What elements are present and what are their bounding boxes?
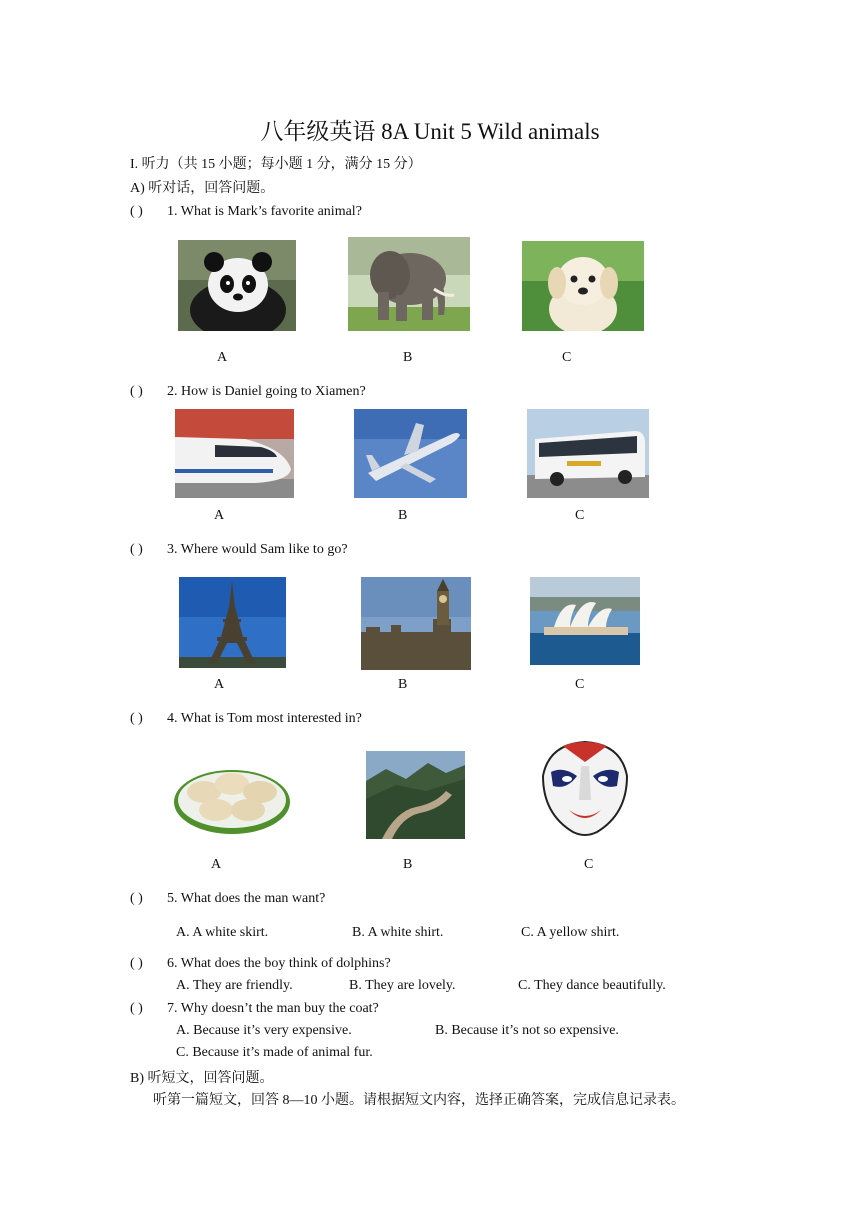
answer-blank-1[interactable]: ( ) — [130, 204, 143, 219]
question-1: 1. What is Mark’s favorite animal? — [167, 204, 362, 219]
part-b-instruction: 听第一篇短文，回答 8—10 小题。请根据短文内容，选择正确答案，完成信息记录表。 — [153, 1093, 685, 1108]
question-7: 7. Why doesn’t the man buy the coat? — [167, 1001, 379, 1016]
option-label: A — [211, 857, 222, 872]
answer-blank-7[interactable]: ( ) — [130, 1001, 143, 1016]
option-text: B. Because it’s not so expensive. — [435, 1023, 619, 1038]
question-2: 2. How is Daniel going to Xiamen? — [167, 384, 366, 399]
part-b-heading: B) 听短文，回答问题。 — [130, 1071, 274, 1086]
puppy-icon[interactable] — [522, 241, 644, 331]
option-text: C. Because it’s made of animal fur. — [176, 1045, 373, 1060]
answer-blank-6[interactable]: ( ) — [130, 956, 143, 971]
eiffel-tower-icon[interactable] — [179, 577, 286, 668]
option-text: A. They are friendly. — [176, 978, 293, 993]
answer-blank-5[interactable]: ( ) — [130, 891, 143, 906]
option-label: B — [403, 857, 413, 872]
option-label: A — [214, 508, 225, 523]
question-4: 4. What is Tom most interested in? — [167, 711, 362, 726]
option-label: A — [217, 350, 228, 365]
answer-blank-2[interactable]: ( ) — [130, 384, 143, 399]
option-text: C. They dance beautifully. — [518, 978, 666, 993]
option-text: C. A yellow shirt. — [521, 925, 620, 940]
option-label: B — [398, 508, 408, 523]
sydney-opera-house-icon[interactable] — [530, 577, 640, 665]
option-label: B — [398, 677, 408, 692]
option-label: C — [562, 350, 572, 365]
answer-blank-3[interactable]: ( ) — [130, 542, 143, 557]
option-text: A. A white skirt. — [176, 925, 269, 940]
question-6: 6. What does the boy think of dolphins? — [167, 956, 391, 971]
option-label: A — [214, 677, 225, 692]
question-5: 5. What does the man want? — [167, 891, 326, 906]
high-speed-train-icon[interactable] — [175, 409, 294, 498]
option-label: C — [575, 677, 585, 692]
airplane-icon[interactable] — [354, 409, 467, 498]
option-text: B. They are lovely. — [349, 978, 456, 993]
bus-icon[interactable] — [527, 409, 649, 498]
section-heading: I. 听力（共 15 小题；每小题 1 分，满分 15 分） — [130, 157, 422, 172]
answer-blank-4[interactable]: ( ) — [130, 711, 143, 726]
option-label: C — [584, 857, 594, 872]
option-text: A. Because it’s very expensive. — [176, 1023, 352, 1038]
elephant-icon[interactable] — [348, 237, 470, 331]
peking-opera-mask-icon[interactable] — [533, 736, 637, 840]
option-label: C — [575, 508, 585, 523]
big-ben-icon[interactable] — [361, 577, 471, 670]
dumplings-icon[interactable] — [172, 752, 292, 838]
great-wall-icon[interactable] — [366, 751, 465, 839]
option-text: B. A white shirt. — [352, 925, 444, 940]
question-3: 3. Where would Sam like to go? — [167, 542, 348, 557]
option-label: B — [403, 350, 413, 365]
part-a-heading: A) 听对话，回答问题。 — [130, 181, 275, 196]
page-title: 八年级英语 8A Unit 5 Wild animals — [260, 119, 600, 144]
panda-icon[interactable] — [178, 240, 296, 331]
